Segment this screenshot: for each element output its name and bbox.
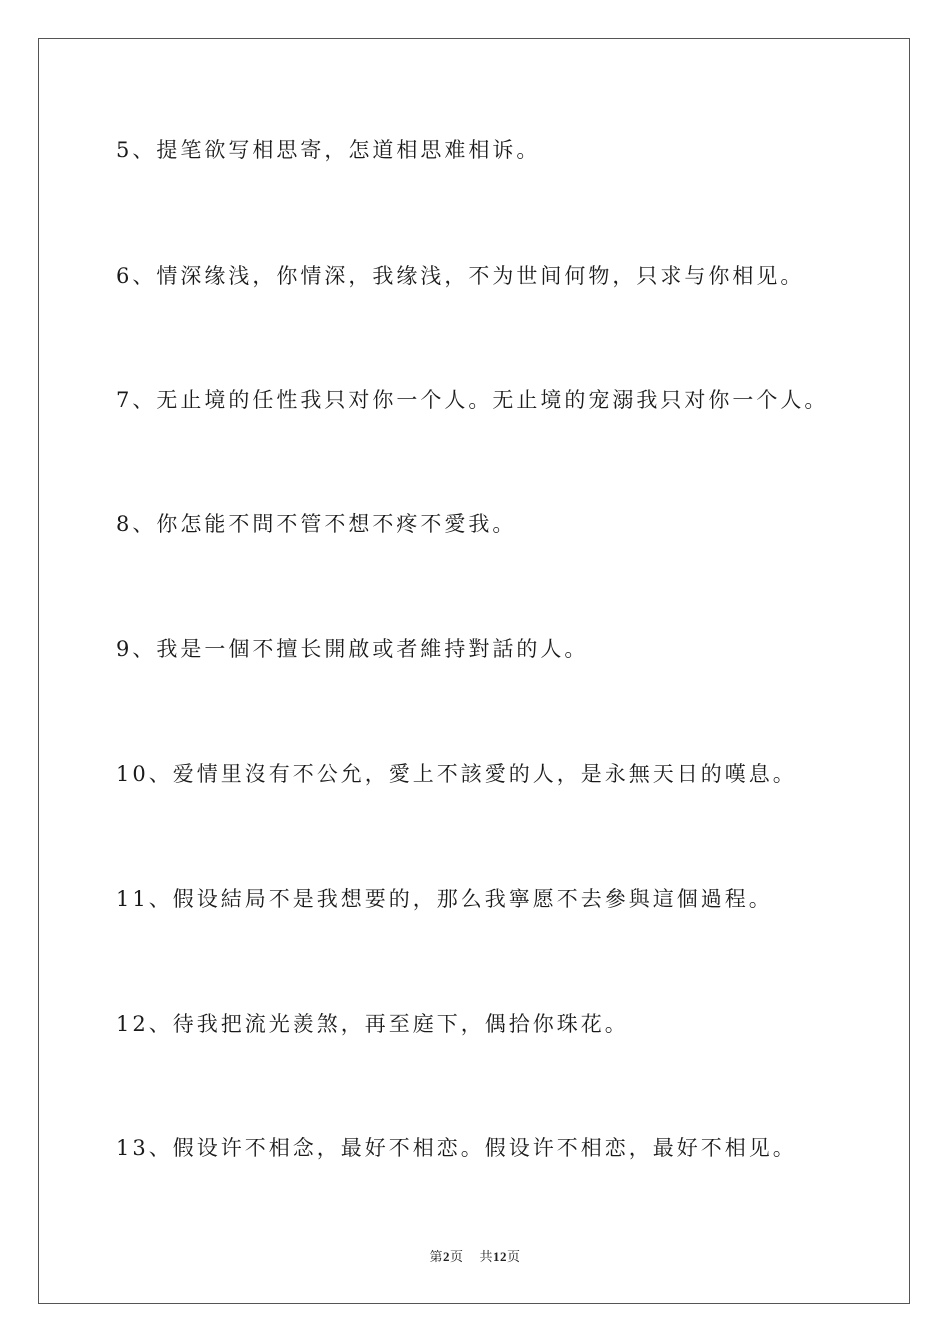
- text-line-5: 5、提笔欲写相思寄，怎道相思难相诉。: [116, 138, 541, 162]
- text-line-11: 11、假设結局不是我想要的，那么我寧愿不去參與這個過程。: [116, 887, 773, 911]
- page-footer: [0, 1246, 950, 1265]
- text-line-6: 6、情深缘浅，你情深，我缘浅，不为世间何物，只求与你相见。: [116, 264, 805, 288]
- text-line-12: 12、待我把流光羨煞，再至庭下，偶拾你珠花。: [116, 1012, 629, 1036]
- page-label-suffix: 页: [449, 1249, 464, 1264]
- total-label-suffix: 页: [507, 1249, 521, 1264]
- total-pages: 12: [493, 1249, 508, 1264]
- text-line-8: 8、你怎能不問不管不想不疼不愛我。: [116, 512, 517, 536]
- text-line-9: 9、我是一個不擅长開啟或者維持對話的人。: [116, 637, 589, 661]
- text-line-7: 7、无止境的任性我只对你一个人。无止境的宠溺我只对你一个人。: [116, 388, 829, 412]
- page-label-prefix: 第: [429, 1249, 443, 1264]
- total-label-prefix: 共: [479, 1249, 494, 1264]
- text-line-10: 10、爱情里沒有不公允，愛上不該愛的人，是永無天日的嘆息。: [116, 762, 797, 786]
- page-border: [38, 38, 910, 1304]
- text-line-13: 13、假设许不相念，最好不相恋。假设许不相恋，最好不相见。: [116, 1136, 797, 1160]
- page-number: 2: [442, 1249, 450, 1264]
